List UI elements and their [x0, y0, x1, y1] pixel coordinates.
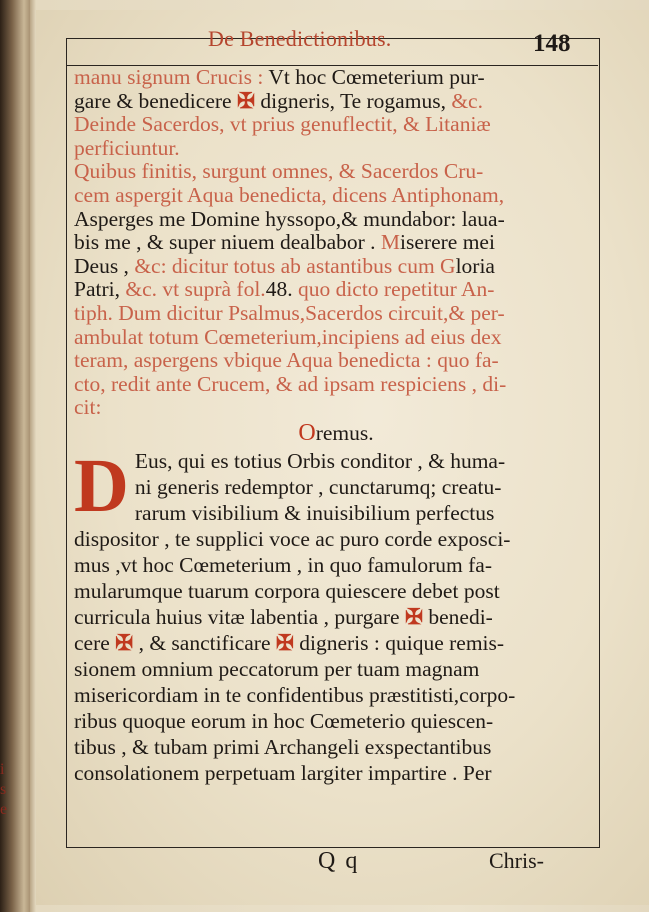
- oremus-rest: remus.: [315, 420, 374, 445]
- prayer-line: [74, 578, 598, 604]
- text-run: gare & benedicere: [74, 88, 237, 113]
- cross-icon: ✠: [275, 630, 294, 655]
- text-run: Patri,: [74, 277, 126, 302]
- text-run: digneris : quique remis-: [293, 630, 505, 655]
- text-line: [74, 349, 598, 373]
- text-run: benedi-: [422, 604, 493, 629]
- prayer-line: [74, 552, 598, 578]
- text-line: [74, 396, 598, 420]
- catchword: Chris-: [489, 848, 544, 873]
- prayer-line: [74, 708, 598, 734]
- text-run: sionem omnium peccatorum per tuam magnam: [74, 656, 480, 681]
- text-run: digneris, Te rogamus,: [254, 88, 452, 113]
- rubric-text: tiph. Dum dicitur Psalmus,Sacerdos circuit,& per-: [74, 300, 505, 325]
- rubric-text: cto, redit ante Crucem, & ad ipsam respiciens , di-: [74, 371, 507, 396]
- text-line: [74, 302, 598, 326]
- text-run: mularumque tuarum corpora quiescere debet post: [74, 578, 500, 603]
- cross-icon: ✠: [236, 88, 255, 113]
- cross-icon: ✠: [404, 604, 423, 629]
- margin-mark: e: [0, 801, 8, 818]
- prayer-line: [74, 526, 598, 552]
- prayer-line: [74, 604, 598, 630]
- previous-page-marks: [0, 760, 18, 820]
- text-line: [74, 326, 598, 350]
- prayer-line: [74, 448, 598, 474]
- rubric-text: &c. vt suprà fol.: [125, 277, 266, 302]
- text-run: mus ,vt hoc Cœmeterium , in quo famulorum fa-: [74, 552, 492, 577]
- prayer-paragraph: [74, 443, 598, 786]
- page-footer: [36, 848, 649, 878]
- text-run: iserere mei: [400, 230, 495, 255]
- oremus-initial: O: [298, 419, 316, 446]
- prayer-line: [74, 656, 598, 682]
- text-run: rarum visibilium & inuisibilium perfectus: [134, 500, 495, 525]
- text-run: dispositor , te supplici voce ac puro corde exposci-: [74, 526, 511, 551]
- text-run: Vt hoc Cœmeterium pur-: [268, 65, 485, 89]
- signature-mark: Q q: [318, 848, 360, 874]
- rubric-text: perficiuntur.: [74, 135, 180, 160]
- text-run: bis me , & super niuem dealbabor .: [74, 230, 381, 255]
- rubric-text: &c: dicitur totus ab astantibus cum G: [134, 253, 456, 278]
- prayer-line: [74, 734, 598, 760]
- rubric-text: teram, aspergens vbique Aqua benedicta : quo fa-: [74, 348, 499, 373]
- text-line: [74, 184, 598, 208]
- text-run: curricula huius vitæ labentia , purgare: [74, 604, 405, 629]
- text-run: Deus ,: [74, 253, 135, 278]
- text-line: [74, 231, 598, 255]
- text-line: [74, 373, 598, 397]
- text-line: [74, 137, 598, 161]
- rubric-text: &c.: [451, 88, 483, 113]
- rubric-text: quo dicto repetitur An-: [292, 277, 495, 302]
- rubric-text: M: [380, 230, 401, 255]
- text-line: [74, 255, 598, 279]
- drop-cap-initial: D: [74, 443, 129, 528]
- page: [36, 10, 649, 905]
- prayer-line: [74, 500, 598, 526]
- body-text: [74, 66, 598, 786]
- cross-icon: ✠: [115, 630, 134, 655]
- text-run: ribus quoque eorum in hoc Cœmeterio quiescen-: [74, 708, 494, 733]
- margin-mark: i: [0, 761, 5, 778]
- rubric-text: manu signum Crucis :: [74, 65, 269, 89]
- text-run: cere: [74, 630, 116, 655]
- text-run: tibus , & tubam primi Archangeli exspectantibus: [74, 734, 492, 759]
- rubric-text: ambulat totum Cœmeterium,incipiens ad eius dex: [74, 324, 502, 349]
- text-line: [74, 278, 598, 302]
- prayer-line: [74, 630, 598, 656]
- text-run: misericordiam in te confidentibus præstitisti,corpo-: [74, 682, 516, 707]
- running-head: De Benedictionibus.: [208, 26, 392, 51]
- text-run: , & sanctificare: [133, 630, 276, 655]
- text-run: Eus, qui es totius Orbis conditor , & huma-: [134, 448, 506, 473]
- margin-mark: s: [0, 781, 7, 798]
- text-run: ni generis redemptor , cunctarumq; creatu-: [134, 474, 502, 499]
- prayer-line: [74, 760, 598, 786]
- rubric-text: cem aspergit Aqua benedicta, dicens Antiphonam,: [74, 182, 505, 207]
- text-line: [74, 90, 598, 114]
- prayer-line: [74, 474, 598, 500]
- rubric-text: Quibus finitis, surgunt omnes, & Sacerdos Cru-: [74, 159, 484, 184]
- text-line: [74, 208, 598, 232]
- text-line: [74, 113, 598, 137]
- previous-page-edge: [0, 0, 30, 912]
- text-run: Asperges me Domine hyssopo,& mundabor: lauа-: [74, 206, 505, 231]
- text-line: [74, 160, 598, 184]
- prayer-lines: [74, 443, 598, 786]
- rubric-paragraph: [74, 66, 598, 420]
- oremus-heading: [74, 419, 598, 448]
- text-line: [74, 66, 598, 90]
- rubric-text: Deinde Sacerdos, vt prius genuflectit, & Litaniæ: [74, 112, 491, 137]
- page-number: 148: [533, 30, 571, 57]
- text-run: consolationem perpetuam largiter impartire . Per: [74, 760, 492, 785]
- rubric-text: cit:: [74, 395, 102, 420]
- prayer-line: [74, 682, 598, 708]
- text-run: 48.: [265, 277, 293, 302]
- text-run: loria: [455, 253, 495, 278]
